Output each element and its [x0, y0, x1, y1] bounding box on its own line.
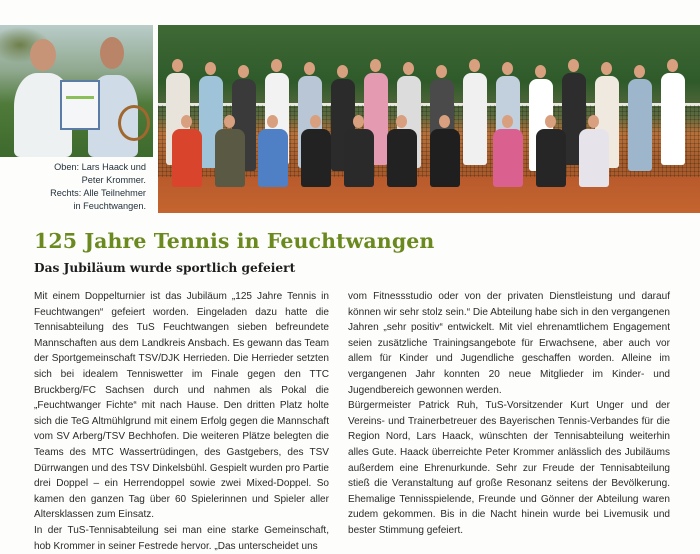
person-left-head — [30, 39, 56, 71]
participant-head — [337, 65, 348, 78]
participant-head — [224, 115, 235, 128]
participant-head — [588, 115, 599, 128]
certificate — [60, 80, 100, 130]
caption-line: in Feuchtwangen. — [73, 201, 146, 211]
participant-head — [535, 65, 546, 78]
participant-head — [545, 115, 556, 128]
participant-head — [304, 62, 315, 75]
participant-head — [601, 62, 612, 75]
participant-head — [502, 62, 513, 75]
participant-head — [396, 115, 407, 128]
participant-head — [181, 115, 192, 128]
photo-haack-krommer — [0, 25, 153, 157]
participant-head — [439, 115, 450, 128]
participant-kneeling — [387, 129, 417, 187]
participant-head — [310, 115, 321, 128]
participant-kneeling — [258, 129, 288, 187]
person-right-head — [100, 37, 124, 69]
participant-head — [370, 59, 381, 72]
participant-kneeling — [579, 129, 609, 187]
paragraph: In der TuS-Tennisabteilung sei man eine starke Gemeinschaft, hob Krommer in seiner Festrede hervor. „Das unterscheidet uns — [34, 524, 329, 552]
participant-head — [568, 59, 579, 72]
participant-kneeling — [536, 129, 566, 187]
participant-standing — [661, 73, 685, 165]
participant-kneeling — [172, 129, 202, 187]
photo-group-participants — [158, 25, 700, 213]
participant-head — [172, 59, 183, 72]
participant-kneeling — [430, 129, 460, 187]
participant-kneeling — [301, 129, 331, 187]
participant-head — [271, 59, 282, 72]
photo-caption — [0, 161, 146, 213]
participant-head — [205, 62, 216, 75]
participant-kneeling — [493, 129, 523, 187]
participant-standing — [628, 79, 652, 171]
participant-head — [238, 65, 249, 78]
paragraph: Mit einem Doppelturnier ist das Jubiläum „125 Jahre Tennis in Feuchtwangen“ gefeiert worden. Eingeladen dazu hatte die Tennisabteilung des TuS Feuchtwangen sieben befreundete Mannschaften aus dem Landkreis Ansbach. Es gewann das Team der Sportgemeinschaft TSV/DJK Herrieden. Die Herrieder setzten sich bei idealem Tenniswetter im Finale gegen den TTC Bruckberg/FC Sachsen durch und nahmen als Pokal die „Feuchtwanger Fichte“ mit nach Hause. Den dritten Platz holte sich die TeG Altmühlgrund mit einem Erfolg gegen die Mannschaft vom SV Arberg/TSV Bechhofen. Die weiteren Plätze belegten die Teams des MTC Wassertrüdingen, des Gastgebers, des TSV Dürrwangen und des TSV Dinkelsbühl. Gespielt wurden pro Partie drei Doppel – ein Herrendoppel sowie zwei Mixed-Doppel. So kamen den ganzen Tag über 60 Spielerinnen und Spieler aller Altersklassen zum Einsatz. — [34, 291, 329, 521]
participant-kneeling — [344, 129, 374, 187]
participant-head — [469, 59, 480, 72]
participant-head — [436, 65, 447, 78]
caption-line: Peter Krommer. — [81, 175, 146, 185]
participant-head — [667, 59, 678, 72]
article-title: 125 Jahre Tennis in Feuchtwangen — [34, 229, 435, 253]
trophy-racket — [118, 105, 150, 141]
caption-line: Oben: Lars Haack und — [54, 162, 146, 172]
paragraph: vom Fitnessstudio oder von der privaten Dienstleistung und darauf können wir sehr stolz sein.“ Die Abteilung habe sich in den vergangenen Jahren „sehr positiv“ entwickelt. Mit viel ehrenamtlichem Engagement seien zusätzliche Trainingsangebote für Erwachsene, aber auch vor allem für Kinder und Jugendliche geschaffen worden. Alleine im vergangenen Jahr konnten 20 neue Mitglieder im Kinder- und Jugendbereich gewonnen werden. — [348, 291, 670, 396]
article-column-right — [348, 289, 670, 539]
participant-head — [502, 115, 513, 128]
article-column-left — [34, 289, 329, 554]
caption-line: Rechts: Alle Teilnehmer — [50, 188, 146, 198]
participant-standing — [463, 73, 487, 165]
participant-kneeling — [215, 129, 245, 187]
participant-head — [634, 65, 645, 78]
participant-head — [403, 62, 414, 75]
participant-head — [353, 115, 364, 128]
participant-head — [267, 115, 278, 128]
article-subtitle: Das Jubiläum wurde sportlich gefeiert — [34, 261, 296, 275]
paragraph: Bürgermeister Patrick Ruh, TuS-Vorsitzender Kurt Unger und der Vereins- und Trainerbetreuer des Bayerischen Tennis-Verbandes für die Region Nord, Lars Haack, wünschten der Tennisabteilung weiterhin alles Gute. Haack überreichte Peter Krommer anlässlich des Jubiläums außerdem eine Ehrenurkunde. Sehr zur Freude der Tennisabteilung stieß die Veranstaltung auf große Resonanz seitens der Bevölkerung. Ehemalige Tennisspielende, Freunde und Gönner der Abteilung waren zudem gekommen. Bis in die Nacht hinein wurde bei Livemusik und bester Stimmung gefeiert. — [348, 400, 670, 536]
